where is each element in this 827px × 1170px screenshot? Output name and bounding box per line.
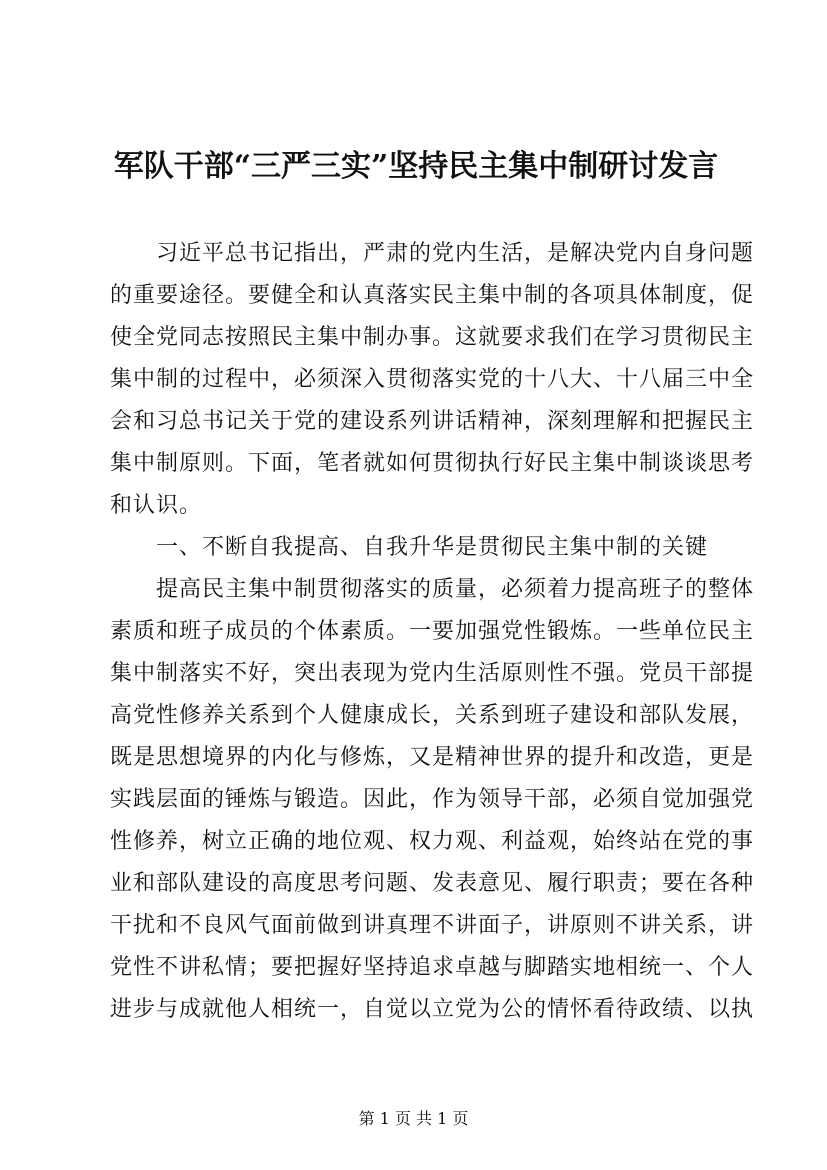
body-line: 党性不讲私情；要把握好坚持追求卓越与脚踏实地相统一、个人 (110, 955, 755, 980)
body-line: 干扰和不良风气面前做到讲真理不讲面子，讲原则不讲关系，讲 (110, 913, 755, 938)
section-heading: 一、不断自我提高、自我升华是贯彻民主集中制的关键 (156, 535, 709, 560)
body-line: 既是思想境界的内化与修炼，又是精神世界的提升和改造，更是 (110, 745, 755, 770)
body-line: 使全党同志按照民主集中制办事。这就要求我们在学习贯彻民主 (110, 325, 755, 350)
body-line: 素质和班子成员的个体素质。一要加强党性锻炼。一些单位民主 (110, 619, 755, 644)
body-line: 集中制原则。下面，笔者就如何贯彻执行好民主集中制谈谈思考 (110, 451, 755, 476)
body-line: 性修养，树立正确的地位观、权力观、利益观，始终站在党的事 (110, 829, 755, 854)
body-line: 的重要途径。要健全和认真落实民主集中制的各项具体制度，促 (110, 283, 755, 308)
body-line: 提高民主集中制贯彻落实的质量，必须着力提高班子的整体 (156, 577, 755, 602)
body-line: 集中制的过程中，必须深入贯彻落实党的十八大、十八届三中全 (110, 367, 755, 392)
body-line: 业和部队建设的高度思考问题、发表意见、履行职责；要在各种 (110, 871, 755, 896)
document-title: 军队干部“三严三实”坚持民主集中制研讨发言 (113, 149, 719, 184)
body-line: 会和习总书记关于党的建设系列讲话精神，深刻理解和把握民主 (110, 409, 755, 434)
body-line: 和认识。 (110, 493, 203, 518)
body-line: 实践层面的锤炼与锻造。因此，作为领导干部，必须自觉加强党 (110, 787, 755, 812)
body-line: 习近平总书记指出，严肃的党内生活，是解决党内自身问题 (156, 241, 755, 266)
body-line: 集中制落实不好，突出表现为党内生活原则性不强。党员干部提 (110, 661, 755, 686)
body-line: 进步与成就他人相统一，自觉以立党为公的情怀看待政绩、以执 (110, 997, 755, 1022)
body-line: 高党性修养关系到个人健康成长，关系到班子建设和部队发展， (110, 703, 755, 728)
page-number-footer: 第 1 页 共 1 页 (358, 1109, 469, 1128)
